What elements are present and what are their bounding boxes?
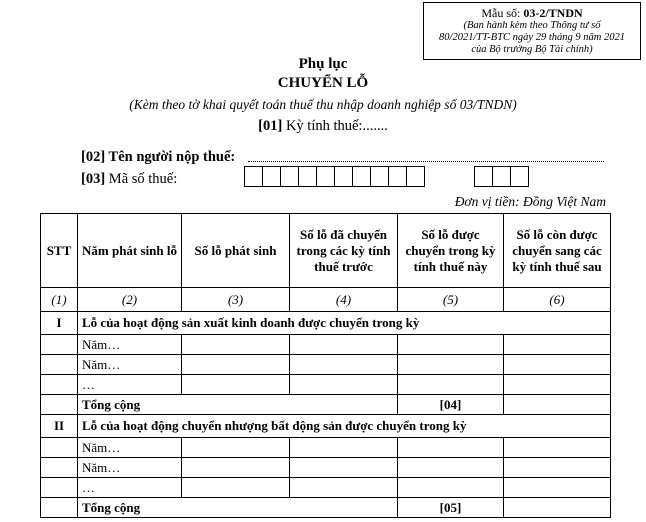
table-row (41, 355, 611, 375)
section-stt: II (41, 415, 78, 438)
stt-cell (41, 498, 78, 518)
tax-period-field[interactable] (0, 118, 646, 135)
tax-id-branch-digit-box[interactable] (492, 166, 511, 187)
loss-prior-cell[interactable] (290, 478, 398, 498)
loss-incurred-cell[interactable] (182, 478, 290, 498)
tax-id-digit-box[interactable] (298, 166, 317, 187)
column-index-row (41, 288, 611, 312)
loss-prior-cell[interactable] (290, 355, 398, 375)
loss-year-cell[interactable]: … (78, 478, 182, 498)
tax-period-label: Kỳ tính thuế:....... (282, 118, 388, 134)
taxpayer-label: Tên người nộp thuế: (105, 149, 236, 165)
col-index: (3) (182, 288, 290, 312)
loss-year-cell[interactable]: Năm… (78, 355, 182, 375)
stt-cell[interactable] (41, 458, 78, 478)
table-row (41, 438, 611, 458)
stt-cell[interactable] (41, 375, 78, 395)
form-code (424, 7, 640, 20)
loss-carryforward-table (40, 213, 611, 518)
col-header-loss-transferred-current: Số lỗ được chuyển trong kỳ tính thuế này (398, 214, 504, 288)
loss-incurred-cell[interactable] (182, 335, 290, 355)
loss-remaining-cell[interactable] (504, 335, 611, 355)
loss-current-cell[interactable] (398, 458, 504, 478)
loss-prior-cell[interactable] (290, 335, 398, 355)
loss-remaining-cell[interactable] (504, 438, 611, 458)
loss-current-cell[interactable] (398, 355, 504, 375)
currency-unit: Đơn vị tiền: Đồng Việt Nam (454, 194, 606, 209)
loss-year-cell[interactable]: Năm… (78, 438, 182, 458)
tax-id-digit-box[interactable] (388, 166, 407, 187)
page-title: Phụ lục (298, 56, 348, 72)
col-header-loss-year: Năm phát sinh lỗ (78, 214, 182, 288)
form-note-line1: (Ban hành kèm theo Thông tư số (463, 19, 601, 31)
col-index: (4) (290, 288, 398, 312)
form-note-line2: 80/2021/TT-BTC ngày 29 tháng 9 năm 2021 (439, 31, 625, 43)
loss-year-cell[interactable]: Năm… (78, 458, 182, 478)
taxpayer-name-input[interactable] (248, 160, 604, 162)
loss-remaining-cell[interactable] (504, 458, 611, 478)
col-header-loss-transferred-prior: Số lỗ đã chuyển trong các kỳ tính thuế trước (290, 214, 398, 288)
form-note-line3: của Bộ trưởng Bộ Tài chính) (471, 43, 593, 55)
loss-prior-cell[interactable] (290, 375, 398, 395)
col-index: (5) (398, 288, 504, 312)
tax-id-digit-box[interactable] (406, 166, 425, 187)
loss-current-cell[interactable] (398, 375, 504, 395)
tax-id-code: [03] (81, 171, 106, 187)
tax-id-digit-box[interactable] (244, 166, 263, 187)
loss-incurred-cell[interactable] (182, 375, 290, 395)
loss-incurred-cell[interactable] (182, 458, 290, 478)
form-code-box (423, 2, 641, 60)
loss-current-cell[interactable] (398, 438, 504, 458)
table-header-row (41, 214, 611, 288)
form-code-value: 03-2/TNDN (523, 6, 583, 20)
tax-id-digit-box[interactable] (370, 166, 389, 187)
loss-remaining-cell[interactable] (504, 375, 611, 395)
col-index: (1) (41, 288, 78, 312)
col-index: (2) (78, 288, 182, 312)
loss-year-cell[interactable]: … (78, 375, 182, 395)
total-code-04[interactable]: [04] (398, 395, 504, 415)
stt-cell[interactable] (41, 335, 78, 355)
col-header-loss-incurred: Số lỗ phát sinh (182, 214, 290, 288)
stt-cell (41, 395, 78, 415)
attachment-note: (Kèm theo tờ khai quyết toán thuế thu nhập doanh nghiệp số 03/TNDN) (129, 97, 517, 112)
page-subtitle: CHUYỂN LỖ (277, 75, 369, 91)
total-code-05[interactable]: [05] (398, 498, 504, 518)
section-row-business (41, 312, 611, 335)
tax-id-branch-digit-box[interactable] (474, 166, 493, 187)
taxpayer-code: [02] (81, 149, 106, 165)
col-header-loss-remaining: Số lỗ còn được chuyển sang các kỳ tính thuế sau (504, 214, 611, 288)
col-index: (6) (504, 288, 611, 312)
total-label: Tổng cộng (78, 395, 398, 415)
table-row (41, 375, 611, 395)
col-header-stt: STT (41, 214, 78, 288)
tax-id-digit-box[interactable] (352, 166, 371, 187)
table-row (41, 478, 611, 498)
taxpayer-name-label (81, 149, 235, 166)
tax-id-branch-digit-box[interactable] (510, 166, 529, 187)
table-row (41, 335, 611, 355)
section-title: Lỗ của hoạt động chuyển nhượng bất động sản được chuyển trong kỳ (78, 415, 611, 438)
stt-cell[interactable] (41, 478, 78, 498)
total-remaining-cell[interactable] (504, 395, 611, 415)
tax-id-digit-box[interactable] (334, 166, 353, 187)
loss-incurred-cell[interactable] (182, 438, 290, 458)
total-row-business (41, 395, 611, 415)
loss-remaining-cell[interactable] (504, 355, 611, 375)
loss-current-cell[interactable] (398, 478, 504, 498)
tax-id-text: Mã số thuế: (105, 171, 178, 187)
section-title: Lỗ của hoạt động sản xuất kinh doanh được chuyển trong kỳ (78, 312, 611, 335)
tax-id-main-boxes[interactable] (245, 166, 425, 187)
tax-id-label (81, 171, 177, 188)
section-stt: I (41, 312, 78, 335)
table-row (41, 458, 611, 478)
loss-prior-cell[interactable] (290, 438, 398, 458)
loss-current-cell[interactable] (398, 335, 504, 355)
total-remaining-cell[interactable] (504, 498, 611, 518)
form-code-label: Mẫu số: (481, 6, 524, 20)
tax-id-digit-box[interactable] (262, 166, 281, 187)
tax-period-code: [01] (258, 118, 283, 134)
section-row-real-estate (41, 415, 611, 438)
loss-prior-cell[interactable] (290, 458, 398, 478)
tax-id-branch-boxes[interactable] (475, 166, 529, 187)
loss-year-cell[interactable]: Năm… (78, 335, 182, 355)
stt-cell[interactable] (41, 438, 78, 458)
tax-id-digit-box[interactable] (316, 166, 335, 187)
total-row-real-estate (41, 498, 611, 518)
stt-cell[interactable] (41, 355, 78, 375)
loss-remaining-cell[interactable] (504, 478, 611, 498)
loss-incurred-cell[interactable] (182, 355, 290, 375)
total-label: Tổng cộng (78, 498, 398, 518)
tax-id-digit-box[interactable] (280, 166, 299, 187)
